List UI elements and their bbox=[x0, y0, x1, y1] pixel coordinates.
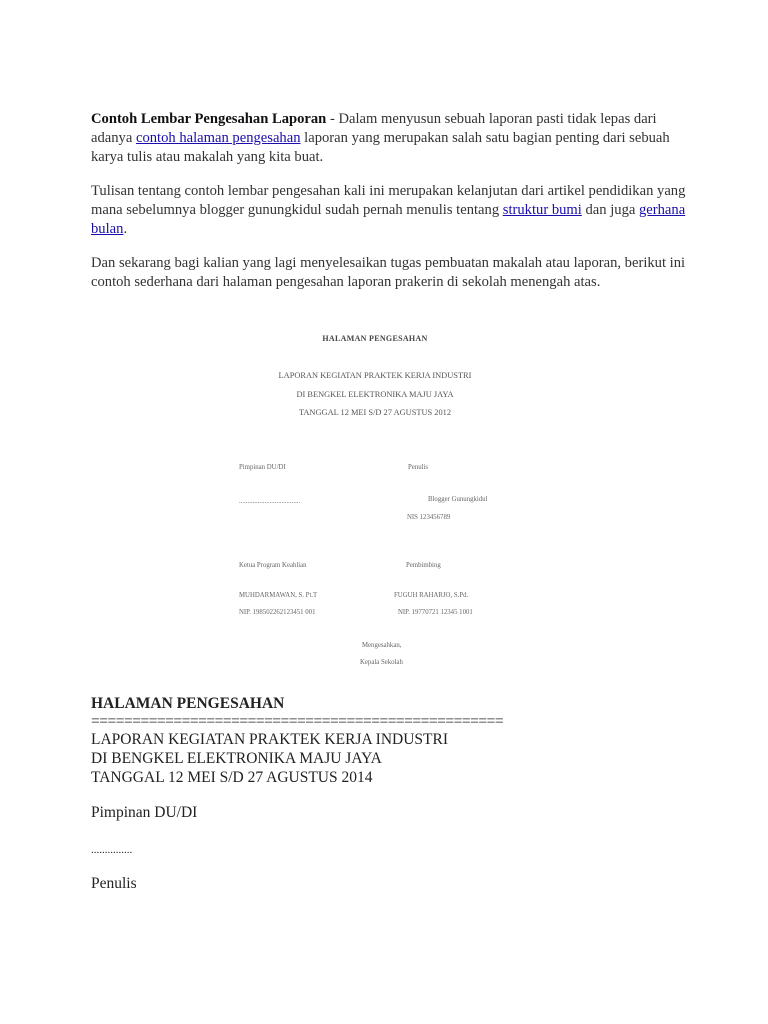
embedded-document-image bbox=[230, 328, 520, 678]
embed-mengesahkan: Mengesahkan, bbox=[362, 642, 402, 649]
intro-text: laporan yang merupakan salah satu bagian penting dari sebuah karya tulis atau makalah yang kita buat. bbox=[91, 130, 670, 165]
plain-separator: ================================================== bbox=[91, 714, 504, 730]
plain-dots: ............... bbox=[91, 844, 133, 856]
embed-pimpinan-dots: .................................... bbox=[239, 498, 301, 505]
embed-kaprog-name: MUHDARMAWAN, S. Pt.T bbox=[239, 592, 318, 599]
embed-pimpinan-label: Pimpinan DU/DI bbox=[239, 464, 286, 471]
link-contoh-halaman-pengesahan[interactable]: contoh halaman pengesahan bbox=[135, 130, 301, 146]
embed-kaprog-nip: NIP. 198502262123451 001 bbox=[239, 609, 316, 616]
plain-pimpinan: Pimpinan DU/DI bbox=[91, 804, 198, 821]
embed-line-3: TANGGAL 12 MEI S/D 27 AGUSTUS 2012 bbox=[298, 408, 452, 417]
plain-line-3: TANGGAL 12 MEI S/D 27 AGUSTUS 2014 bbox=[91, 769, 373, 786]
embed-pembimbing-name: FUGUH RAHARJO, S.Pd. bbox=[394, 592, 469, 599]
intro-text: . bbox=[123, 221, 128, 237]
plain-penulis: Penulis bbox=[91, 875, 137, 892]
embed-kaprog-label: Ketua Program Keahlian bbox=[239, 562, 307, 569]
intro-text: - Dalam menyusun sebuah laporan pasti tidak lepas dari adanya bbox=[91, 111, 657, 146]
embed-pembimbing-label: Pembimbing bbox=[406, 562, 441, 569]
embed-penulis-name: Blogger Gunungkidul bbox=[428, 496, 488, 503]
plain-title: HALAMAN PENGESAHAN bbox=[91, 695, 285, 712]
embed-line-2: DI BENGKEL ELEKTRONIKA MAJU JAYA bbox=[296, 390, 454, 399]
link-gerhana-bulan[interactable]: gerhana bulan bbox=[91, 202, 686, 237]
plain-line-2: DI BENGKEL ELEKTRONIKA MAJU JAYA bbox=[91, 750, 382, 767]
article-body bbox=[91, 110, 691, 307]
intro-paragraph-3: Dan sekarang bagi kalian yang lagi menyelesaikan tugas pembuatan makalah atau laporan, berikut ini contoh sederhana dari halaman pengesahan laporan prakerin di sekolah menengah atas. bbox=[91, 255, 686, 290]
intro-bold-lead: Contoh Lembar Pengesahan Laporan bbox=[91, 111, 327, 127]
embed-line-1: LAPORAN KEGIATAN PRAKTEK KERJA INDUSTRI bbox=[278, 371, 472, 380]
embed-kepala-sekolah: Kepala Sekolah bbox=[360, 659, 403, 666]
embed-penulis-label: Penulis bbox=[408, 464, 429, 471]
embed-pembimbing-nip: NIP. 19770721 12345 1001 bbox=[398, 609, 473, 616]
intro-text: Tulisan tentang contoh lembar pengesahan kali ini merupakan kelanjutan dari artikel pendidikan yang mana sebelumnya blogger gunungkidul sudah pernah menulis tentang bbox=[91, 183, 686, 218]
intro-paragraph-2 bbox=[91, 182, 691, 239]
intro-paragraph-1 bbox=[91, 110, 691, 167]
link-struktur-bumi[interactable]: struktur bumi bbox=[502, 202, 582, 218]
embed-penulis-nis: NIS 123456789 bbox=[407, 514, 451, 521]
intro-text: dan juga bbox=[581, 202, 639, 218]
plain-line-1: LAPORAN KEGIATAN PRAKTEK KERJA INDUSTRI bbox=[91, 731, 448, 748]
embed-title: HALAMAN PENGESAHAN bbox=[322, 334, 428, 343]
plain-text-approval-page bbox=[91, 694, 691, 893]
